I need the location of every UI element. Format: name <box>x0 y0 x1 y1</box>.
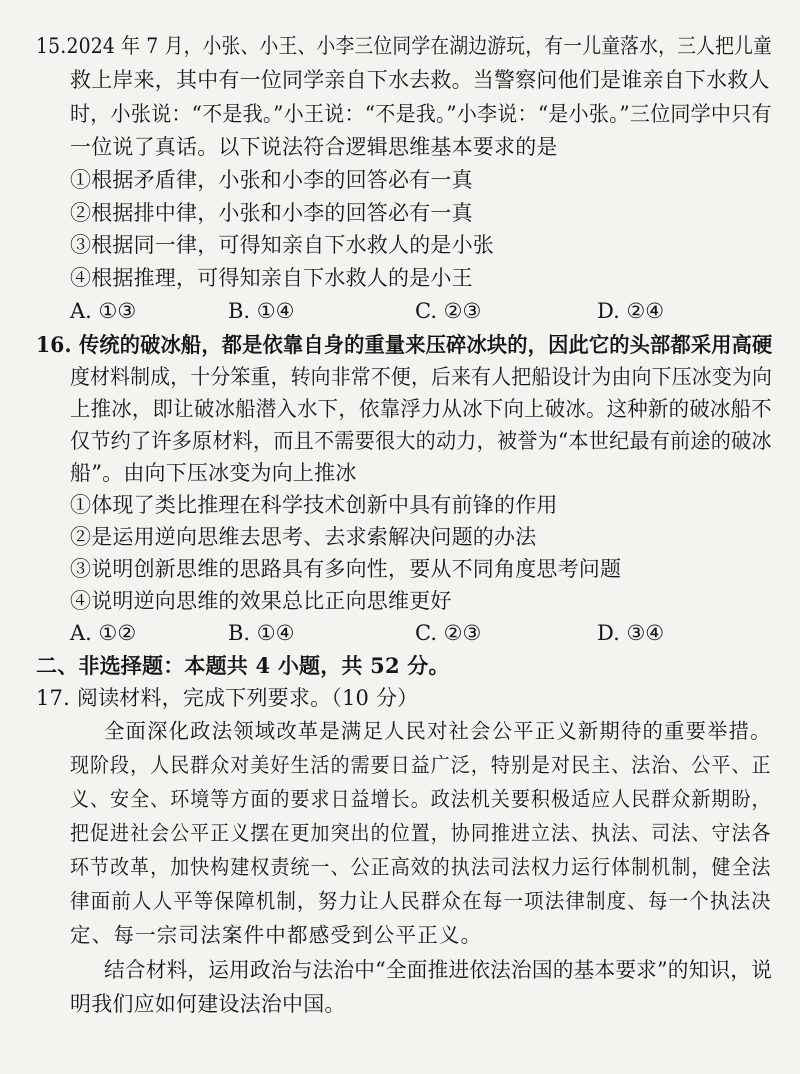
q16-stem-line-3: 上推冰，即让破冰船潜入水下，依靠浮力从冰下向上破冰。这种新的破冰船不 <box>70 397 772 421</box>
q16-statement-4: ④说明逆向思维的效果总比正向思维更好 <box>70 589 452 613</box>
q17-question-line-2: 明我们应如何建设法治中国。 <box>70 992 346 1016</box>
q15-statement-3: ③根据同一律，可得知亲自下水救人的是小张 <box>70 233 494 257</box>
q15-statement-2: ②根据排中律，小张和小李的回答必有一真 <box>70 201 473 225</box>
q15-stem-line-2: 救上岸来，其中有一位同学亲自下水去救。当警察问他们是谁亲自下水救人 <box>70 68 770 92</box>
q16-stem-line-4: 仅节约了许多原材料，而且不需要很大的动力，被誉为“本世纪最有前途的破冰 <box>70 429 772 453</box>
q16-statement-2: ②是运用逆向思维去思考、去求索解决问题的办法 <box>70 525 537 549</box>
q16-option-c: C. ②③ <box>415 621 482 645</box>
q16-option-a: A. ①② <box>70 621 137 645</box>
q15-statement-1: ①根据矛盾律，小张和小李的回答必有一真 <box>70 168 473 192</box>
q17-title: 17. 阅读材料，完成下列要求。（10 分） <box>36 686 419 710</box>
q15-option-b: B. ①④ <box>228 299 295 323</box>
q17-passage-line-7: 定、每一宗司法案件中都感受到公平正义。 <box>70 923 483 947</box>
q17-passage-line-5: 环节改革，加快构建权责统一、公正高效的执法司法权力运行体制机制，健全法 <box>70 855 772 879</box>
q16-option-d: D. ③④ <box>597 621 665 645</box>
q16-statement-3: ③说明创新思维的思路具有多向性，要从不同角度思考问题 <box>70 557 622 581</box>
q15-stem-line-4: 一位说了真话。以下说法符合逻辑思维基本要求的是 <box>70 135 558 159</box>
q16-statement-1: ①体现了类比推理在科学技术创新中具有前锋的作用 <box>70 493 558 517</box>
q17-passage-line-3: 义、安全、环境等方面的要求日益增长。政法机关要积极适应人民群众新期盼， <box>70 787 772 811</box>
q17-passage-line-4: 把促进社会公平正义摆在更加突出的位置，协同推进立法、执法、司法、守法各 <box>70 821 772 845</box>
q15-option-d: D. ②④ <box>597 299 665 323</box>
q16-stem-line-5: 船”。由向下压冰变为向上推冰 <box>70 461 357 485</box>
q17-question-line-1: 结合材料，运用政治与法治中“全面推进依法治国的基本要求”的知识，说 <box>104 958 773 982</box>
q17-passage-line-2: 现阶段，人民群众对美好生活的需要日益广泛，特别是对民主、法治、公平、正 <box>70 753 772 777</box>
q16-stem-line-2: 度材料制成，十分笨重，转向非常不便，后来有人把船设计为由向下压冰变为向 <box>70 365 773 389</box>
section-2-heading: 二、非选择题：本题共 4 小题，共 52 分。 <box>36 653 450 678</box>
q15-option-a: A. ①③ <box>70 299 137 323</box>
q15-option-c: C. ②③ <box>415 299 482 323</box>
q15-stem-line-1: 15.2024 年 7 月，小张、小王、小李三位同学在湖边游玩，有一儿童落水，三人把儿童 <box>36 34 773 58</box>
q15-statement-4: ④根据推理，可得知亲自下水救人的是小王 <box>70 266 473 290</box>
q17-passage-line-1: 全面深化政法领域改革是满足人民对社会公平正义新期待的重要举措。 <box>104 719 772 743</box>
q16-option-b: B. ①④ <box>228 621 295 645</box>
q15-stem-line-3: 时，小张说：“不是我。”小王说：“不是我。”小李说：“是小张。”三位同学中只有 <box>70 102 772 126</box>
q17-passage-line-6: 律面前人人平等保障机制，努力让人民群众在每一项法律制度、每一个执法决 <box>70 889 772 913</box>
q16-stem-line-1: 16. 传统的破冰船，都是依靠自身的重量来压碎冰块的，因此它的头部都采用高硬 <box>36 332 773 357</box>
